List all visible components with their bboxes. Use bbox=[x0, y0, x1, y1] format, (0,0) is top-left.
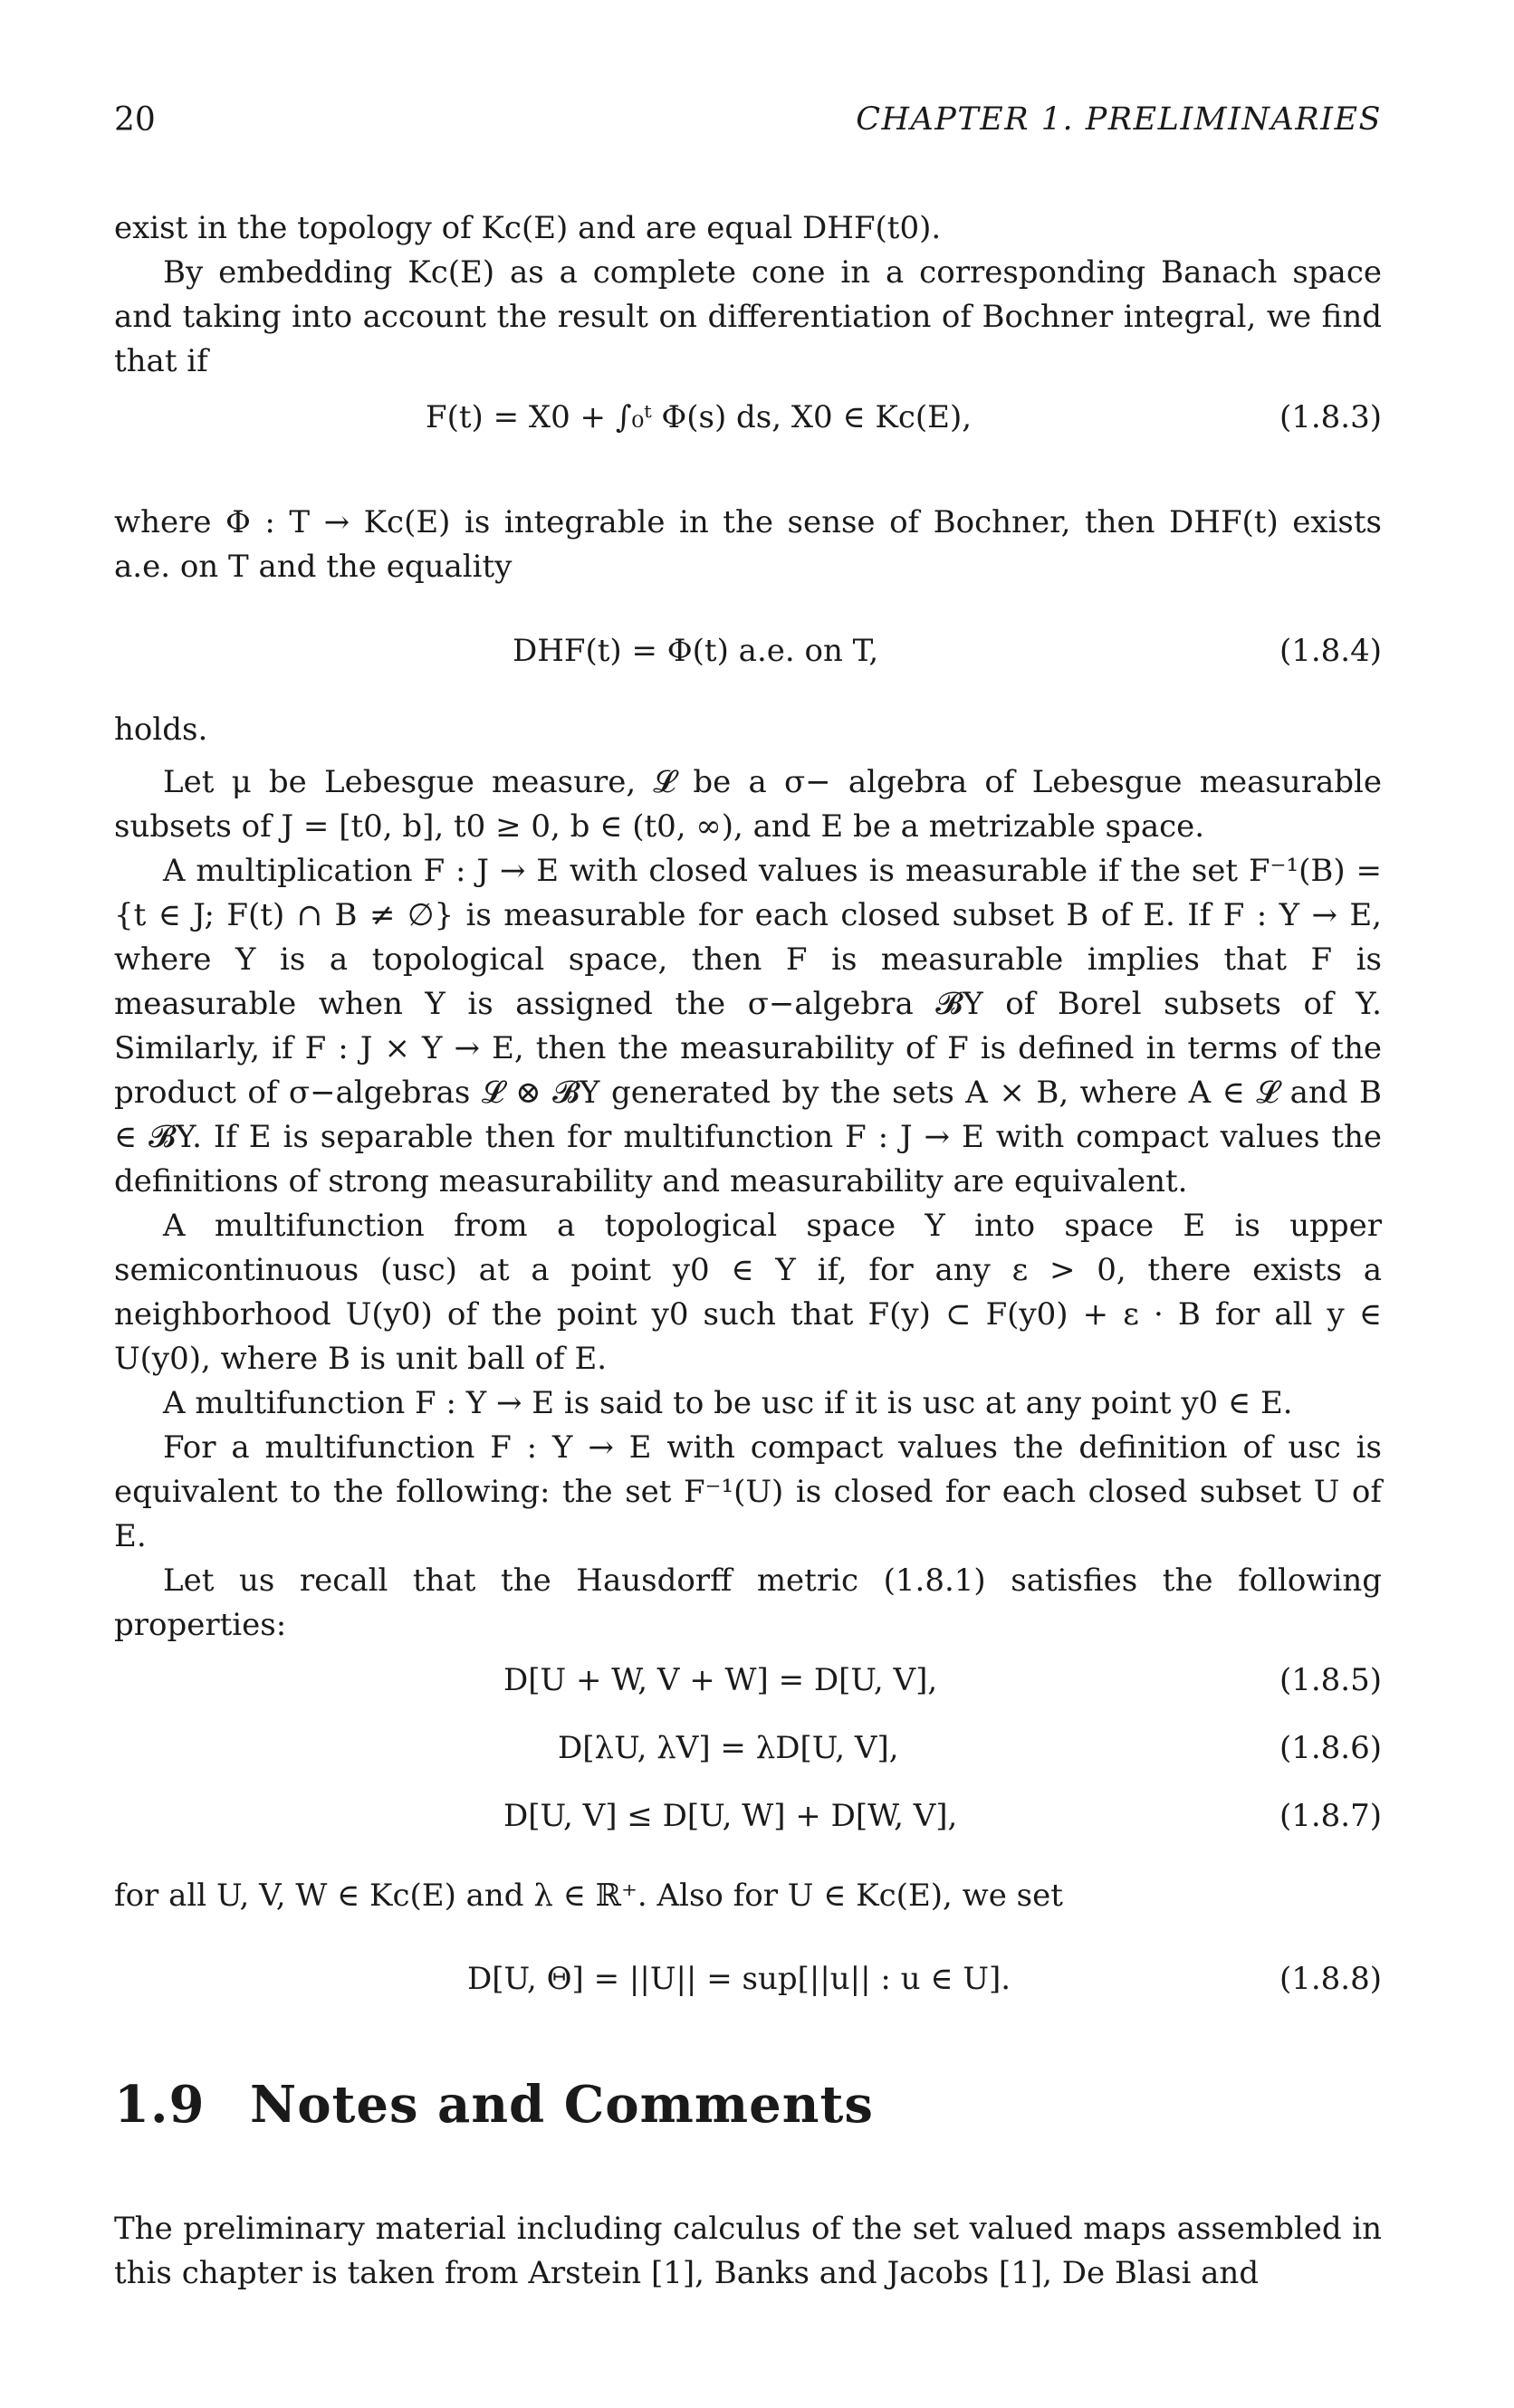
section-number: 1.9 bbox=[114, 2075, 206, 2135]
equation-expression: D[λU, λV] = λD[U, V], bbox=[558, 1730, 899, 1766]
paragraph-9: For a multifunction F : Y → E with compact values the definition of usc is equivalent to the following: the set F⁻¹(U) is closed for each closed subset U of E. bbox=[114, 1429, 1382, 1554]
section-title: Notes and Comments bbox=[250, 2075, 874, 2135]
equation-number: (1.8.6) bbox=[1279, 1730, 1382, 1766]
equation-expression: DHF(t) = Φ(t) a.e. on T, bbox=[513, 633, 879, 669]
section-heading bbox=[114, 2075, 874, 2135]
paragraph-8: A multifunction F : Y → E is said to be usc if it is usc at any point y0 ∈ E. bbox=[163, 1385, 1293, 1421]
equation-number: (1.8.5) bbox=[1279, 1662, 1382, 1698]
equation-number: (1.8.4) bbox=[1279, 633, 1382, 669]
paragraph-2: By embedding Kc(E) as a complete cone in a corresponding Banach space and taking into account the result on differentiation of Bochner integral, we find that if bbox=[114, 254, 1382, 379]
page-header bbox=[114, 101, 1382, 147]
paragraph-7: A multifunction from a topological space Y into space E is upper semicontinuous (usc) at a point y0 ∈ Y if, for any ε > 0, there exists a neighborhood U(y0) of the point y0 such that F(y) ⊂ F(y0) + ε · B for all y ∈ U(y0), where B is unit ball of E. bbox=[114, 1208, 1382, 1377]
equation-1-8-4 bbox=[114, 629, 1382, 680]
equation-1-8-8 bbox=[114, 1957, 1382, 2008]
paragraph-3: where Φ : T → Kc(E) is integrable in the sense of Bochner, then DHF(t) exists a.e. on T and the equality bbox=[114, 504, 1382, 585]
equation-expression: D[U, V] ≤ D[U, W] + D[W, V], bbox=[503, 1798, 958, 1834]
paragraph-1: exist in the topology of Kc(E) and are equal DHF(t0). bbox=[114, 210, 942, 246]
equation-expression: D[U + W, V + W] = D[U, V], bbox=[503, 1662, 938, 1698]
paragraph-10: Let us recall that the Hausdorff metric (1.8.1) satisfies the following properties: bbox=[114, 1562, 1382, 1643]
notes-paragraph: The preliminary material including calculus of the set valued maps assembled in this chapter is taken from Arstein [1], Banks and Jacobs [1], De Blasi and bbox=[114, 2211, 1382, 2291]
equation-number: (1.8.3) bbox=[1279, 399, 1382, 435]
paragraph-4: holds. bbox=[114, 712, 208, 748]
paragraph-5: Let μ be Lebesgue measure, 𝓛 be a σ− algebra of Lebesgue measurable subsets of J = [t0, b], t0 ≥ 0, b ∈ (t0, ∞), and E be a metrizable space. bbox=[114, 764, 1382, 845]
equation-1-8-5 bbox=[114, 1658, 1382, 1709]
equation-expression: F(t) = X0 + ∫₀ᵗ Φ(s) ds, X0 ∈ Kc(E), bbox=[426, 399, 973, 435]
equation-number: (1.8.7) bbox=[1279, 1798, 1382, 1834]
equation-1-8-6 bbox=[114, 1726, 1382, 1777]
equation-number: (1.8.8) bbox=[1279, 1961, 1382, 1997]
page-number: 20 bbox=[114, 101, 156, 139]
paragraph-6: A multiplication F : J → E with closed values is measurable if the set F⁻¹(B) = {t ∈ J; F(t) ∩ B ≠ ∅} is measurable for each closed subset B of E. If F : Y → E, where Y is a topological space, then F is measurable implies that F is measurable when Y is assigned the σ−algebra 𝓑Y of Borel subsets of Y. Similarly, if F : J × Y → E, then the measurability of F is defined in terms of the product of σ−algebras 𝓛 ⊗ 𝓑Y generated by the sets A × B, where A ∈ 𝓛 and B ∈ 𝓑Y. If E is separable then for multifunction F : J → E with compact values the definitions of strong measurability and measurability are equivalent. bbox=[114, 853, 1382, 1199]
equation-expression: D[U, Θ] = ||U|| = sup[||u|| : u ∈ U]. bbox=[467, 1961, 1011, 1997]
running-head: CHAPTER 1. PRELIMINARIES bbox=[856, 101, 1382, 138]
paragraph-11: for all U, V, W ∈ Kc(E) and λ ∈ ℝ⁺. Also for U ∈ Kc(E), we set bbox=[114, 1878, 1063, 1914]
equation-1-8-3 bbox=[114, 396, 1382, 446]
equation-1-8-7 bbox=[114, 1794, 1382, 1845]
